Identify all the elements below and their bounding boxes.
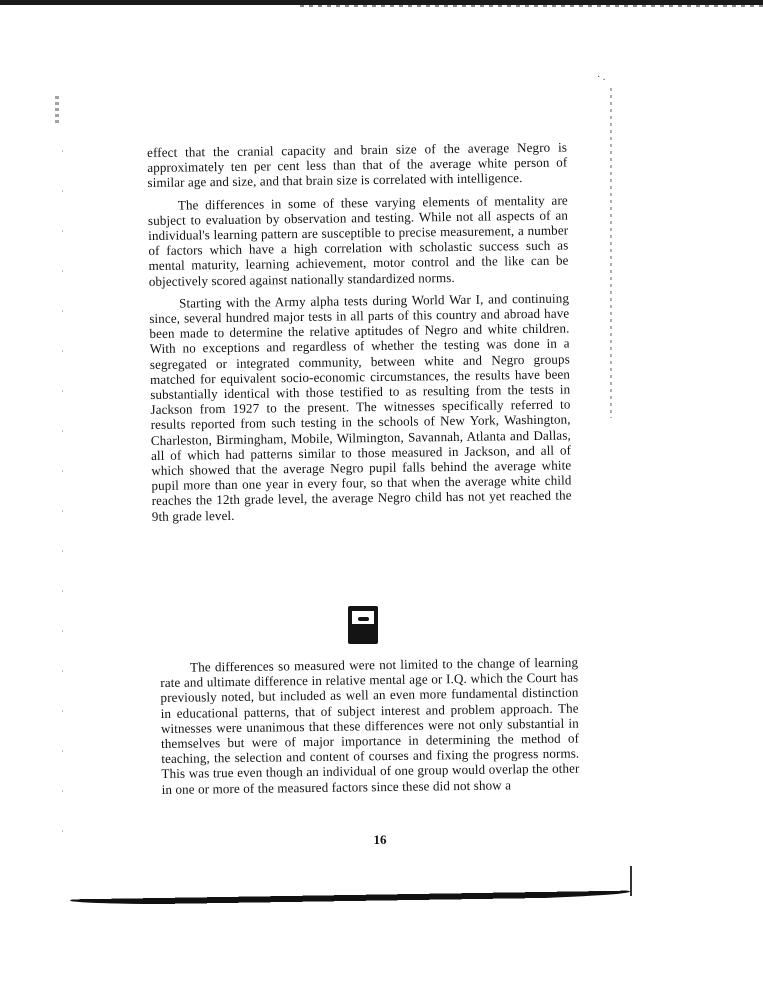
top-text-block (147, 140, 572, 531)
corner-specks: · . (597, 72, 606, 83)
left-margin-marks (55, 96, 59, 126)
bottom-border-rule (70, 885, 630, 908)
right-edge-shadow (610, 88, 612, 418)
seal-icon (348, 606, 378, 644)
page-number: 16 (373, 832, 387, 847)
paragraph-testing: Starting with the Army alpha tests during World War I, and continuing since, several hundred major tests in all parts of this country and abroad have been made to determine the relative aptitudes of Negro and white children. With no exceptions and regardless of whether the testing was done in a segregated or integrated community, between white and Negro groups matched for equivalent socio-economic circumstances, the results have been substantially identical with those testified to as resulting from the tests in Jackson from 1927 to the present. The witnesses specifically referred to results reported from such testing in the schools of New York, Washington, Charleston, Birmingham, Mobile, Wilmington, Savannah, Atlanta and Dallas, all of which had patterns similar to those measured in Jackson, and all of which showed that the average Negro pupil falls behind the average white pupil more than one year in every four, so that when the average white child reaches the 12th grade level, the average Negro child has not yet reached the 9th grade level. (149, 290, 572, 524)
paragraph-differences: The differences so measured were not limited to the change of learning rate and ultimate difference in relative mental age or I.Q. which the Court has previously noted, but included as well an even more fundamental distinction in educational patterns, that of subject interest and problem approach. The witnesses were unanimous that these differences were not only substantial in themselves but were of major importance in determining the method of teaching, the selection and content of courses and fixing the progress norms. This was true even though an individual of one group would overlap the other in one or more of the measured factors since these did not show a (160, 654, 580, 797)
paragraph-continuation: effect that the cranial capacity and brain size of the average Negro is approximately ten per cent less than that of the average white person of similar age and size, and that brain size is correlated with intelligence. (147, 139, 568, 191)
top-border-ticks (300, 5, 763, 7)
left-edge-shadow (62, 150, 63, 850)
bottom-text-block (160, 655, 580, 804)
paragraph-evaluation: The differences in some of these varying elements of mentality are subject to evaluation by observation and testing. While not all aspects of an individual's learning pattern are susceptible to precise measurement, a number of factors which have a high correlation with scholastic success such as mental maturity, learning achievement, motor control and the like can be objectively scored against nationally standardized norms. (147, 192, 569, 289)
